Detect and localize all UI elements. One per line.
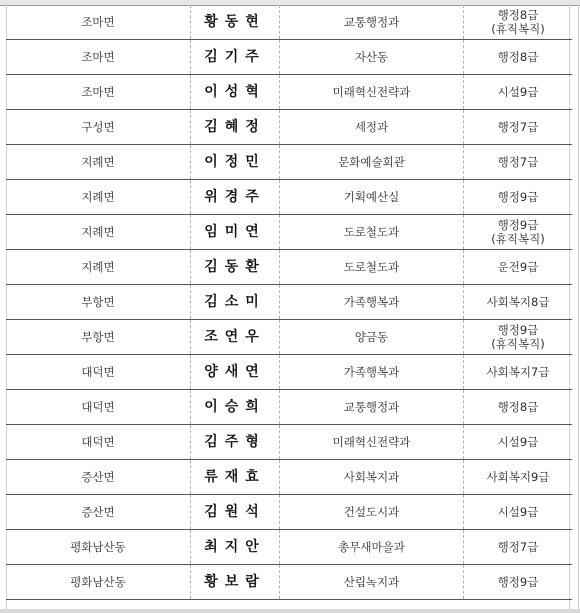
- cell-area-text: 지례면: [81, 155, 115, 169]
- cell-dept-text: 사회복지과: [343, 470, 400, 484]
- cell-area-text: 구성면: [81, 120, 115, 134]
- cell-name-text: 이정민: [204, 154, 266, 170]
- cell-dept-text: 총무새마을과: [338, 540, 405, 554]
- table-row: [6, 320, 572, 355]
- cell-name[interactable]: [191, 530, 280, 565]
- table-row: [6, 285, 572, 320]
- cell-dept[interactable]: [280, 180, 464, 215]
- cell-dept[interactable]: [280, 5, 464, 40]
- cell-area[interactable]: [6, 250, 191, 285]
- cell-name-text: 임미연: [204, 224, 266, 240]
- cell-dept-text: 미래혁신전략과: [332, 435, 411, 449]
- cell-grade-text: 행정9급: [497, 218, 539, 232]
- cell-dept-text: 도로철도과: [343, 225, 400, 239]
- cell-area[interactable]: [6, 285, 191, 320]
- cell-area-text: 대덕면: [81, 435, 115, 449]
- cell-grade[interactable]: [464, 390, 573, 425]
- cell-dept[interactable]: [280, 145, 464, 180]
- cell-name[interactable]: [191, 75, 280, 110]
- cell-area[interactable]: [6, 5, 191, 40]
- table-row: [6, 40, 572, 75]
- cell-name-text: 김기주: [204, 49, 266, 65]
- cell-grade-note: (휴직복직): [491, 337, 545, 351]
- cell-dept[interactable]: [280, 390, 464, 425]
- table-row: [6, 495, 572, 530]
- cell-grade-text: 시설9급: [497, 435, 539, 449]
- cell-grade-note: (휴직복직): [491, 22, 545, 36]
- cell-grade[interactable]: [464, 460, 573, 495]
- table-row: [6, 180, 572, 215]
- cell-dept[interactable]: [280, 215, 464, 250]
- cell-name[interactable]: [191, 285, 280, 320]
- cell-dept[interactable]: [280, 460, 464, 495]
- cell-dept-text: 양금동: [354, 330, 389, 344]
- cell-grade[interactable]: [464, 320, 573, 355]
- cell-grade-text: 행정7급: [497, 120, 539, 134]
- cell-name[interactable]: [191, 460, 280, 495]
- cell-area-text: 평화남산동: [70, 540, 126, 554]
- cell-area[interactable]: [6, 320, 191, 355]
- cell-grade-text: 행정7급: [497, 155, 539, 169]
- cell-dept-text: 가족행복과: [343, 295, 400, 309]
- cell-name[interactable]: [191, 180, 280, 215]
- cell-name-text: 이성혁: [204, 84, 266, 100]
- cell-name-text: 최지안: [204, 539, 266, 555]
- cell-dept-text: 문화예술회관: [338, 155, 405, 169]
- cell-area[interactable]: [6, 215, 191, 250]
- cell-dept[interactable]: [280, 320, 464, 355]
- cell-area-text: 대덕면: [81, 400, 115, 414]
- cell-name[interactable]: [191, 40, 280, 75]
- cell-grade-text: 사회복지7급: [486, 365, 550, 379]
- cell-area[interactable]: [6, 495, 191, 530]
- cell-name-text: 김소미: [204, 294, 266, 310]
- cell-grade-text: 행정8급: [497, 50, 539, 64]
- cell-grade-note: (휴직복직): [491, 232, 545, 246]
- cell-grade-text: 행정9급: [497, 323, 539, 337]
- cell-grade[interactable]: [464, 530, 573, 565]
- cell-name-text: 위경주: [204, 189, 266, 205]
- cell-area-text: 조마면: [81, 15, 115, 29]
- table-row: [6, 530, 572, 565]
- cell-area[interactable]: [6, 110, 191, 145]
- table-row: [6, 5, 572, 40]
- cell-name-text: 황동현: [204, 14, 266, 30]
- cell-dept-text: 교통행정과: [343, 15, 400, 29]
- cell-grade-text: 운전9급: [497, 260, 539, 274]
- grid-line: [578, 5, 579, 613]
- cell-grade-text: 시설9급: [497, 505, 539, 519]
- cell-name[interactable]: [191, 215, 280, 250]
- bottom-scroll-band: [0, 609, 580, 613]
- cell-grade[interactable]: [464, 75, 573, 110]
- cell-name[interactable]: [191, 565, 280, 600]
- cell-dept[interactable]: [280, 110, 464, 145]
- cell-grade[interactable]: [464, 215, 573, 250]
- cell-area[interactable]: [6, 145, 191, 180]
- cell-name[interactable]: [191, 145, 280, 180]
- table-row: [6, 460, 572, 495]
- table-row: [6, 215, 572, 250]
- table-body: [6, 5, 572, 600]
- cell-dept[interactable]: [280, 285, 464, 320]
- cell-dept-text: 가족행복과: [343, 365, 400, 379]
- cell-name[interactable]: [191, 390, 280, 425]
- table-row: [6, 355, 572, 390]
- cell-area-text: 조마면: [81, 50, 115, 64]
- cell-dept-text: 산림녹지과: [343, 575, 400, 589]
- table-row: [6, 250, 572, 285]
- cell-name-text: 김원석: [204, 504, 266, 520]
- cell-grade-text: 사회복지8급: [486, 295, 550, 309]
- cell-grade[interactable]: [464, 565, 573, 600]
- cell-grade[interactable]: [464, 5, 573, 40]
- cell-name-text: 류재효: [204, 469, 266, 485]
- cell-grade-text: 행정9급: [497, 575, 539, 589]
- cell-grade[interactable]: [464, 495, 573, 530]
- cell-dept[interactable]: [280, 250, 464, 285]
- cell-area[interactable]: [6, 565, 191, 600]
- cell-dept[interactable]: [280, 40, 464, 75]
- cell-grade[interactable]: [464, 145, 573, 180]
- cell-dept[interactable]: [280, 425, 464, 460]
- cell-area-text: 부항면: [81, 330, 115, 344]
- cell-grade[interactable]: [464, 285, 573, 320]
- cell-dept-text: 교통행정과: [343, 400, 400, 414]
- table-row: [6, 565, 572, 600]
- cell-area-text: 부항면: [81, 295, 115, 309]
- table-row: [6, 390, 572, 425]
- cell-dept[interactable]: [280, 565, 464, 600]
- table-row: [6, 425, 572, 460]
- cell-area-text: 지례면: [81, 190, 115, 204]
- cell-name-text: 조연우: [204, 329, 266, 345]
- cell-area[interactable]: [6, 530, 191, 565]
- cell-area[interactable]: [6, 460, 191, 495]
- cell-dept-text: 미래혁신전략과: [332, 85, 411, 99]
- cell-dept[interactable]: [280, 355, 464, 390]
- cell-dept-text: 도로철도과: [343, 260, 400, 274]
- cell-dept[interactable]: [280, 530, 464, 565]
- cell-name-text: 양새연: [204, 364, 266, 380]
- cell-grade-text: 행정8급: [497, 400, 539, 414]
- cell-grade[interactable]: [464, 250, 573, 285]
- cell-grade-text: 시설9급: [497, 85, 539, 99]
- cell-area[interactable]: [6, 425, 191, 460]
- cell-dept[interactable]: [280, 495, 464, 530]
- cell-area[interactable]: [6, 390, 191, 425]
- cell-name[interactable]: [191, 110, 280, 145]
- cell-grade-text: 사회복지9급: [486, 470, 550, 484]
- cell-grade-text: 행정9급: [497, 190, 539, 204]
- cell-area-text: 증산면: [81, 505, 115, 519]
- cell-area-text: 조마면: [81, 85, 115, 99]
- cell-dept-text: 자산동: [354, 50, 389, 64]
- table-row: [6, 110, 572, 145]
- cell-name[interactable]: [191, 425, 280, 460]
- cell-dept-text: 건설도시과: [343, 505, 400, 519]
- cell-grade-text: 행정7급: [497, 540, 539, 554]
- cell-grade[interactable]: [464, 180, 573, 215]
- cell-dept[interactable]: [280, 75, 464, 110]
- cell-grade[interactable]: [464, 40, 573, 75]
- cell-name-text: 김동환: [204, 259, 266, 275]
- cell-area[interactable]: [6, 75, 191, 110]
- cell-area-text: 증산면: [81, 470, 115, 484]
- cell-grade[interactable]: [464, 355, 573, 390]
- cell-name-text: 김혜정: [204, 119, 266, 135]
- cell-grade[interactable]: [464, 425, 573, 460]
- cell-area-text: 대덕면: [81, 365, 115, 379]
- cell-grade[interactable]: [464, 110, 573, 145]
- cell-name[interactable]: [191, 250, 280, 285]
- cell-area-text: 지례면: [81, 225, 115, 239]
- cell-dept-text: 기획예산실: [343, 190, 400, 204]
- table-row: [6, 145, 572, 180]
- cell-name-text: 이승희: [204, 399, 266, 415]
- personnel-table: [6, 5, 572, 600]
- cell-dept-text: 세정과: [354, 120, 389, 134]
- cell-name[interactable]: [191, 320, 280, 355]
- cell-name[interactable]: [191, 5, 280, 40]
- cell-name[interactable]: [191, 355, 280, 390]
- cell-area-text: 평화남산동: [70, 575, 126, 589]
- cell-area[interactable]: [6, 180, 191, 215]
- cell-area[interactable]: [6, 40, 191, 75]
- table-row: [6, 75, 572, 110]
- cell-area-text: 지례면: [81, 260, 115, 274]
- cell-area[interactable]: [6, 355, 191, 390]
- cell-name-text: 황보람: [204, 574, 266, 590]
- cell-name-text: 김주형: [204, 434, 266, 450]
- cell-grade-text: 행정8급: [497, 8, 539, 22]
- cell-name[interactable]: [191, 495, 280, 530]
